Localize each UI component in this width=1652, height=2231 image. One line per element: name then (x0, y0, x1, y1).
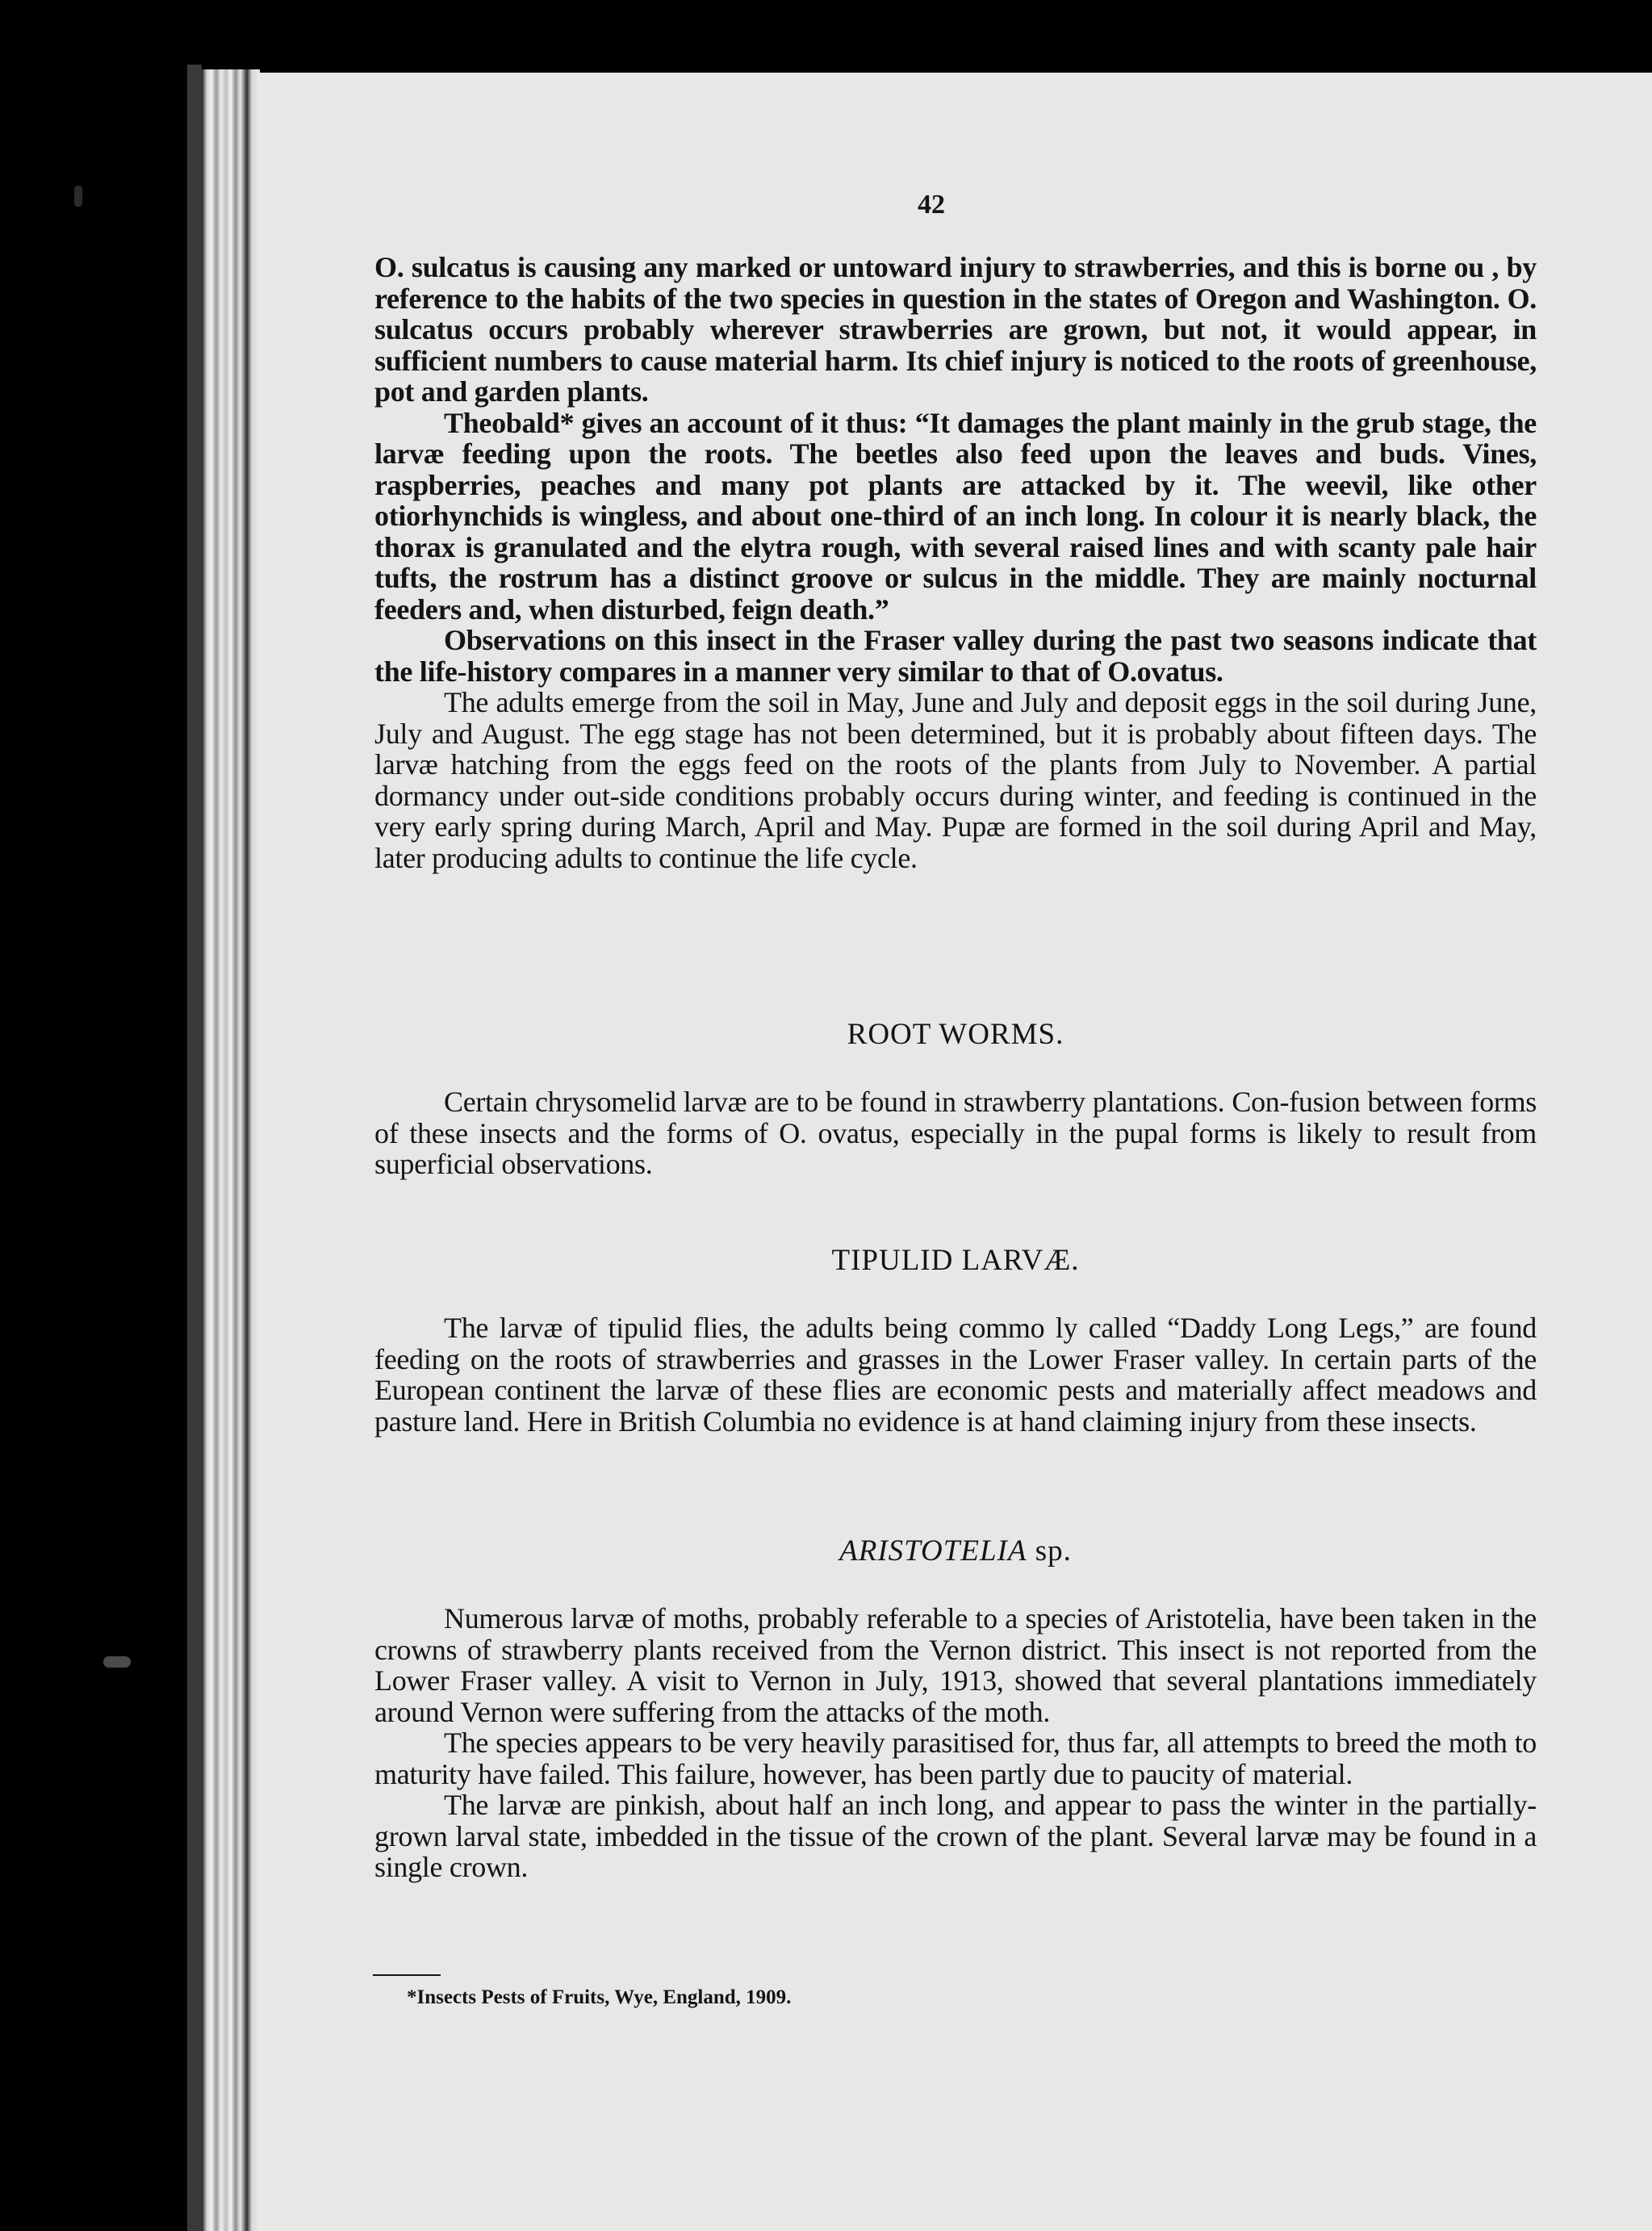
heading-genus: ARISTOTELIA (839, 1534, 1027, 1568)
section-heading (374, 1535, 1537, 1568)
paragraph: The adults emerge from the soil in May, June and July and deposit eggs in the soil during June, July and August. The egg stage has not been determined, but it is probably about fifteen days. The larvæ hatching from the eggs feed on the roots of the plants from July to November. A partial dormancy under out-side conditions probably occurs during winter, and feeding is continued in the very early spring during March, April and May. Pupæ are formed in the soil during April and May, later producing adults to continue the life cycle. (374, 686, 1537, 874)
heading-suffix: sp. (1027, 1534, 1072, 1568)
book-gutter (202, 69, 260, 2231)
intro-section (374, 252, 1537, 873)
paragraph: Theobald* gives an account of it thus: “It damages the plant mainly in the grub stage, the larvæ feeding upon the roots. The beetles also feed upon the leaves and buds. Vines, raspberries, peaches and many pot plants are attacked by it. The weevil, like other otiorhynchids is wingless, and about one-third of an inch long. In colour it is nearly black, the thorax is granulated and the elytra rough, with several raised lines and with scanty pale hair tufts, the rostrum has a distinct groove or sulcus in the middle. They are mainly nocturnal feeders and, when disturbed, feign death.” (374, 406, 1537, 626)
paragraph: Numerous larvæ of moths, probably referable to a species of Aristotelia, have been taken in the crowns of strawberry plants received from the Vernon district. This insect is not reported from the Lower Fraser valley. A visit to Vernon in July, 1913, showed that several plantations immediately around Vernon were suffering from the attacks of the moth. (374, 1602, 1537, 1728)
margin-mark (74, 186, 82, 207)
footnote: *Insects Pests of Fruits, Wye, England, 1909. (407, 1986, 792, 2008)
paragraph: The species appears to be very heavily parasitised for, thus far, all attempts to breed the moth to maturity have failed. This failure, however, has been partly due to paucity of material. (374, 1727, 1537, 1790)
section-heading: ROOT WORMS. (847, 1018, 1064, 1051)
tipulid-section (374, 1245, 1537, 1437)
margin-mark (103, 1656, 131, 1668)
binding-shadow (187, 65, 202, 2231)
paragraph: Certain chrysomelid larvæ are to be found in strawberry plantations. Con-fusion between forms of these insects and the forms of O. ovatus, especially in the pupal forms is likely to result from superficial observations. (374, 1086, 1537, 1180)
paragraph: Observations on this insect in the Fraser valley during the past two seasons indicate that the life-history compares in a manner very similar to that of O.ovatus. (374, 624, 1537, 688)
page-number: 42 (918, 190, 945, 220)
paragraph: The larvæ of tipulid flies, the adults being commo ly called “Daddy Long Legs,” are found feeding on the roots of strawberries and grasses in the Lower Fraser valley. In certain parts of the European continent the larvæ of these flies are economic pests and materially affect meadows and pasture land. Here in British Columbia no evidence is at hand claiming injury from these insects. (374, 1312, 1537, 1438)
root-worms-section (374, 1019, 1537, 1180)
paragraph: O. sulcatus is causing any marked or untoward injury to strawberries, and this is borne ou , by reference to the habits of the two species in question in the states of Oregon and Washington. O. sulcatus occurs probably wherever strawberries are grown, but not, it would appear, in sufficient numbers to cause material harm. Its chief injury is noticed to the roots of greenhouse, pot and garden plants. (374, 251, 1537, 408)
footnote-rule (373, 1974, 441, 1976)
paragraph: The larvæ are pinkish, about half an inch long, and appear to pass the winter in the partially-grown larval state, imbedded in the tissue of the crown of the plant. Several larvæ may be found in a single crown. (374, 1789, 1537, 1883)
section-heading: TIPULID LARVÆ. (831, 1244, 1080, 1277)
aristotelia-section (374, 1535, 1537, 1883)
